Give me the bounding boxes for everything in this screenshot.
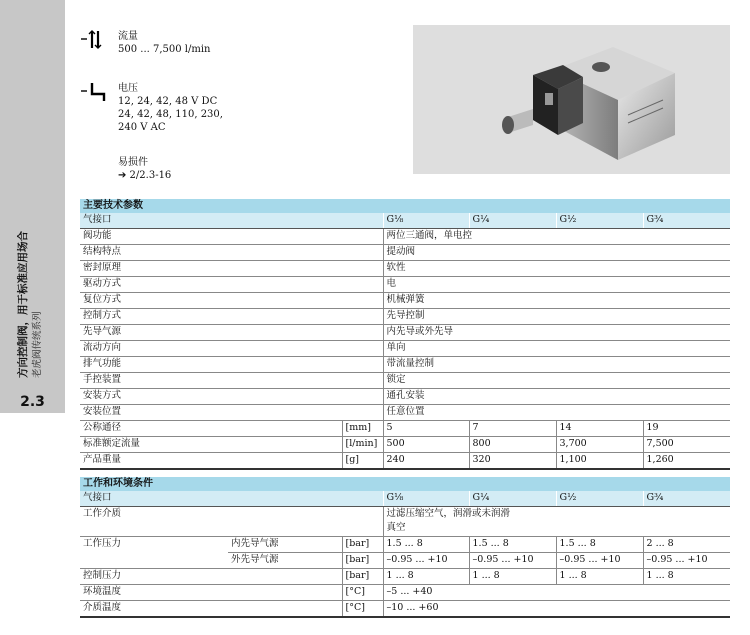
row-value: 800 — [469, 437, 556, 453]
feature-flow-value: 500 ... 7,500 l/min — [118, 44, 211, 55]
feature-flow-label: 流量 — [118, 31, 138, 42]
table-row — [80, 585, 730, 601]
row-value: 320 — [469, 453, 556, 470]
row-label: 公称通径 — [80, 421, 342, 437]
row-value: 内先导或外先导 — [383, 325, 730, 341]
row-value: 电 — [383, 277, 730, 293]
table-row — [80, 293, 730, 309]
row-sublabel: 外先导气源 — [228, 553, 342, 569]
row-unit: [°C] — [342, 601, 383, 618]
row-value: 锁定 — [383, 373, 730, 389]
table-row — [80, 453, 730, 470]
row-unit: [bar] — [342, 537, 383, 553]
row-label: 驱动方式 — [80, 277, 383, 293]
env-port-g12: G½ — [556, 491, 643, 507]
row-label: 手控装置 — [80, 373, 383, 389]
table-row — [80, 245, 730, 261]
table-row — [80, 277, 730, 293]
row-value: 2 ... 8 — [643, 537, 730, 553]
row-value: 500 — [383, 437, 469, 453]
tech-data-title: 主要技术参数 — [80, 199, 730, 213]
sidebar-title-block — [6, 188, 66, 403]
row-value: 两位三通阀，单电控 — [383, 229, 730, 245]
voltage-icon — [80, 82, 110, 102]
row-value: 带流量控制 — [383, 357, 730, 373]
row-value: 1.5 ... 8 — [556, 537, 643, 553]
sidebar — [0, 0, 65, 413]
row-label: 工作压力 — [80, 537, 228, 569]
sidebar-title: 方向控制阀，用于标准应用场合 — [17, 231, 29, 378]
env-title: 工作和环境条件 — [80, 477, 730, 491]
table-row — [80, 341, 730, 357]
row-value: 单向 — [383, 341, 730, 357]
row-value: 1 ... 8 — [383, 569, 469, 585]
row-label: 标准额定流量 — [80, 437, 342, 453]
row-value: 1.5 ... 8 — [469, 537, 556, 553]
product-photo — [413, 25, 730, 174]
table-row — [80, 507, 730, 537]
row-value: 1.5 ... 8 — [383, 537, 469, 553]
row-label: 环境温度 — [80, 585, 342, 601]
tech-port-g18: G⅛ — [383, 213, 469, 229]
row-value: 1,260 — [643, 453, 730, 470]
row-label: 结构特点 — [80, 245, 383, 261]
feature-voltage-ac1: 24, 42, 48, 110, 230, — [118, 109, 223, 120]
table-row — [80, 405, 730, 421]
row-label: 阀功能 — [80, 229, 383, 245]
row-value: 先导控制 — [383, 309, 730, 325]
tech-port-g14: G¼ — [469, 213, 556, 229]
row-value: 1 ... 8 — [643, 569, 730, 585]
row-label: 介质温度 — [80, 601, 342, 618]
row-label: 产品重量 — [80, 453, 342, 470]
feature-voltage-ac2: 240 V AC — [118, 122, 166, 133]
row-value: 7 — [469, 421, 556, 437]
row-value: –0.95 ... +10 — [469, 553, 556, 569]
row-label: 排气功能 — [80, 357, 383, 373]
row-value: 19 — [643, 421, 730, 437]
row-value: –0.95 ... +10 — [643, 553, 730, 569]
row-label: 先导气源 — [80, 325, 383, 341]
medium-line: 过滤压缩空气，润滑或未润滑 — [386, 508, 511, 519]
tech-port-label: 气接口 — [80, 213, 383, 229]
row-value: 3,700 — [556, 437, 643, 453]
feature-voltage-dc: 12, 24, 42, 48 V DC — [118, 96, 218, 107]
row-value: –0.95 ... +10 — [383, 553, 469, 569]
row-label: 流动方向 — [80, 341, 383, 357]
flow-icon — [80, 30, 110, 50]
row-value: 7,500 — [643, 437, 730, 453]
table-row — [80, 229, 730, 245]
row-value: 机械弹簧 — [383, 293, 730, 309]
table-row — [80, 373, 730, 389]
row-value: 14 — [556, 421, 643, 437]
env-port-g18: G⅛ — [383, 491, 469, 507]
table-row — [80, 389, 730, 405]
feature-voltage-label: 电压 — [118, 83, 138, 94]
tech-port-g12: G½ — [556, 213, 643, 229]
sidebar-subtitle: 老虎阀传统系列 — [32, 311, 43, 378]
row-value: 5 — [383, 421, 469, 437]
feature-wear-link[interactable]: ➔ 2/2.3-16 — [118, 170, 172, 181]
env-port-g14: G¼ — [469, 491, 556, 507]
table-row — [80, 601, 730, 618]
section-number: 2.3 — [20, 394, 45, 410]
tech-port-g34: G¾ — [643, 213, 730, 229]
row-value: –5 ... +40 — [383, 585, 730, 601]
row-label: 安装方式 — [80, 389, 383, 405]
row-label: 工作介质 — [80, 507, 383, 537]
row-value: 1,100 — [556, 453, 643, 470]
row-label: 控制方式 — [80, 309, 383, 325]
table-row — [80, 325, 730, 341]
table-row — [80, 537, 730, 553]
table-row — [80, 437, 730, 453]
table-row — [80, 309, 730, 325]
row-value: 软性 — [383, 261, 730, 277]
row-unit: [bar] — [342, 569, 383, 585]
row-value: 提动阀 — [383, 245, 730, 261]
row-label: 控制压力 — [80, 569, 342, 585]
row-unit: [mm] — [342, 421, 383, 437]
table-row — [80, 357, 730, 373]
row-value: –10 ... +60 — [383, 601, 730, 618]
row-value: 1 ... 8 — [469, 569, 556, 585]
feature-wear-label: 易损件 — [118, 157, 148, 168]
env-conditions-table — [80, 477, 730, 618]
env-port-g34: G¾ — [643, 491, 730, 507]
tech-data-table — [80, 199, 730, 470]
table-row — [80, 569, 730, 585]
row-unit: [g] — [342, 453, 383, 470]
medium-line: 真空 — [386, 522, 406, 533]
row-unit: [°C] — [342, 585, 383, 601]
row-sublabel: 内先导气源 — [228, 537, 342, 553]
row-value: –0.95 ... +10 — [556, 553, 643, 569]
row-value: 任意位置 — [383, 405, 730, 421]
row-unit: [bar] — [342, 553, 383, 569]
table-row — [80, 421, 730, 437]
row-value: 通孔安装 — [383, 389, 730, 405]
row-label: 安装位置 — [80, 405, 383, 421]
row-value: 1 ... 8 — [556, 569, 643, 585]
row-unit: [l/min] — [342, 437, 383, 453]
row-value: 240 — [383, 453, 469, 470]
row-value — [383, 507, 730, 537]
row-label: 密封原理 — [80, 261, 383, 277]
table-row — [80, 261, 730, 277]
row-label: 复位方式 — [80, 293, 383, 309]
env-port-label: 气接口 — [80, 491, 383, 507]
